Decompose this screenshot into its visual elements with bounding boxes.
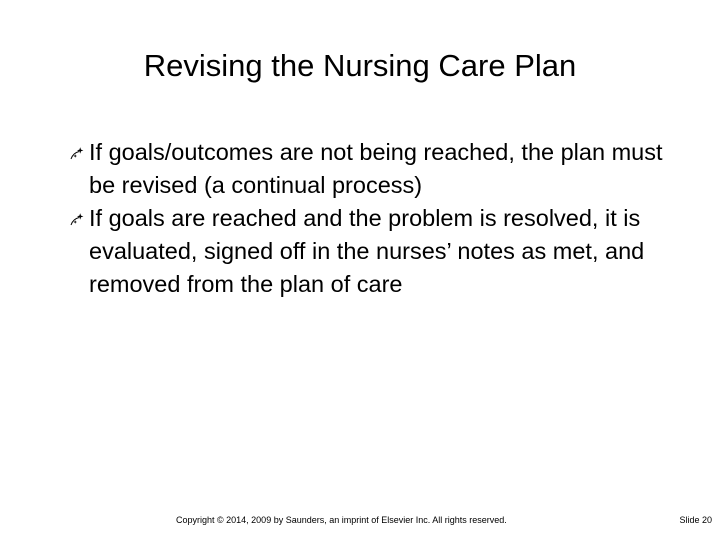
sparkle-icon [70, 146, 84, 160]
footer-copyright: Copyright © 2014, 2009 by Saunders, an imprint of Elsevier Inc. All rights reserved. [176, 515, 507, 525]
bullet-list [70, 136, 670, 301]
bullet-item [70, 202, 670, 301]
slide-title: Revising the Nursing Care Plan [143, 48, 577, 83]
bullet-item [70, 136, 670, 202]
sparkle-icon [70, 212, 84, 226]
bullet-text: If goals are reached and the problem is resolved, it is evaluated, signed off in the nurses’ notes as met, and removed from the plan of care [89, 205, 645, 297]
bullet-text: If goals/outcomes are not being reached, the plan must be revised (a continual process) [89, 139, 663, 198]
slide-number: Slide 20 [679, 515, 712, 525]
